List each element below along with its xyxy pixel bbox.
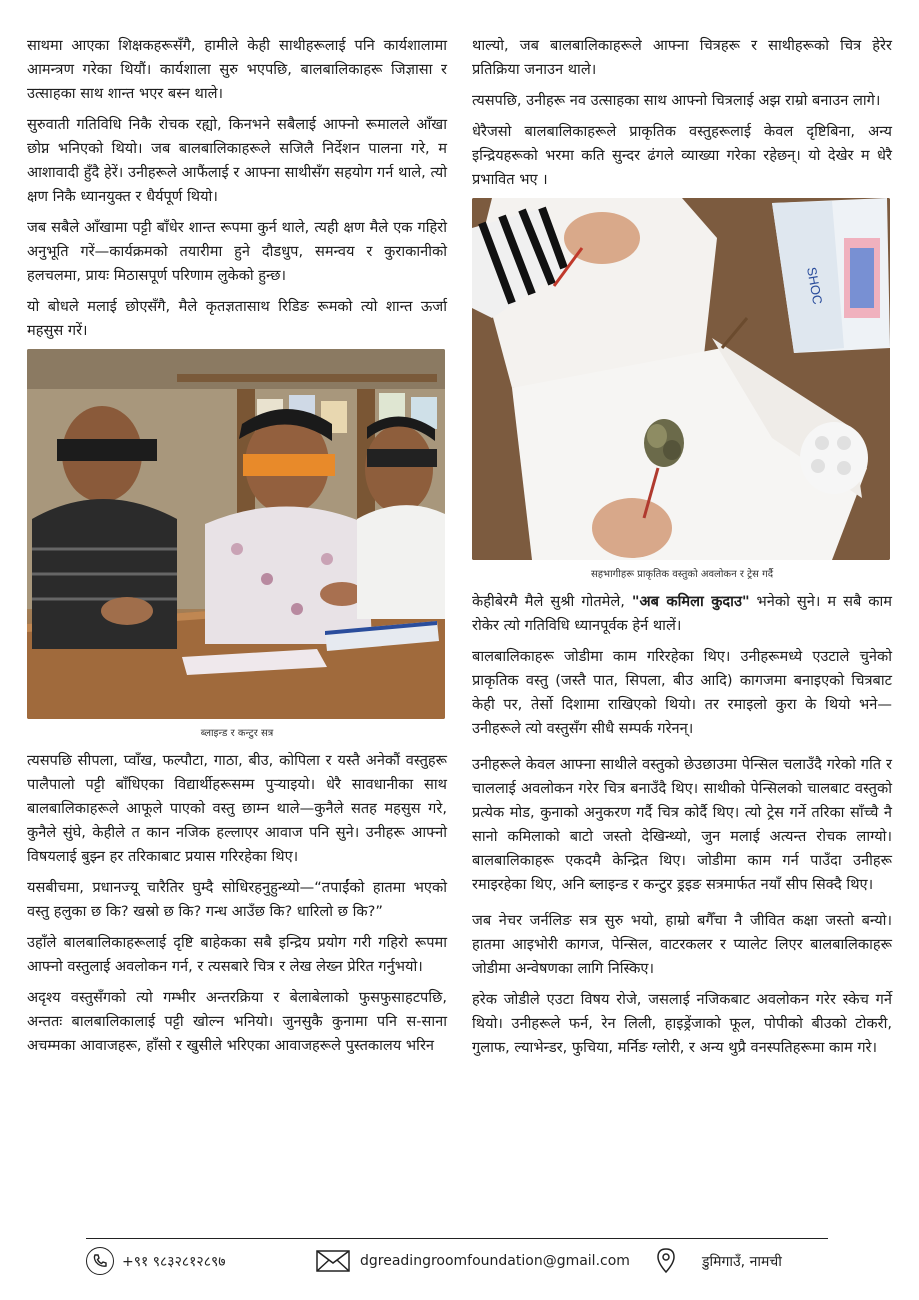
left-paragraph-4: यो बोधले मलाई छोएसँगै, मैले कृतज्ञतासाथ रिडिङ रूमको त्यो शान्त ऊर्जा महसुस गरें।	[27, 298, 447, 339]
paragraph-4-lead: केहीबेरमै मैले सुश्री गोतमेले,	[472, 593, 632, 610]
footer-location	[656, 1248, 782, 1274]
right-paragraph-4	[472, 590, 892, 638]
right-paragraph-8: हरेक जोडीले एउटा विषय रोजे, जसलाई नजिकबाट अवलोकन गरेर स्केच गर्ने थियो। उनीहरूले फर्न, रेन लिली, हाइड्रेंजाको फूल, पोपीको बीउको टोकरी, गुलाफ, ल्याभेन्डर, फुचिया, मर्निङ ग्लोरी, र अन्य थुप्रै वनस्पतिहरूमा काम गरे।	[472, 991, 892, 1056]
right-paragraph-7: जब नेचर जर्नलिङ सत्र सुरु भयो, हाम्रो बगैँचा नै जीवित कक्षा जस्तो बन्यो। हातमा आइभोरी कागज, पेन्सिल, वाटरकलर र प्यालेट लिएर बालबालिकाहरू जोडीमा अन्वेषणका लागि निस्किए।	[472, 912, 892, 977]
right-paragraph-2: त्यसपछि, उनीहरू नव उत्साहका साथ आफ्नो चित्रलाई अझ राम्रो बनाउन लागे।	[472, 92, 881, 109]
right-paragraph-5: बालबालिकाहरू जोडीमा काम गरिरहेका थिए। उनीहरूमध्ये एउटाले चुनेको प्राकृतिक वस्तु (जस्तै पात, सिपला, बीउ आदि) कागजमा बनाइएको चित्रबाट केही पर, तेर्सो दिशामा राखिएको थियो। तर रमाइलो कुरा के थियो भने—उनीहरूले त्यो वस्तुसँग सीधै सम्पर्क गरेनन्।	[472, 648, 892, 737]
mail-icon	[316, 1250, 350, 1272]
paint-box-label: SHOC	[804, 265, 826, 306]
quote-ab-kamila-kudau: "अब कमिला कुदाउ"	[631, 593, 750, 610]
location-pin-icon	[656, 1248, 676, 1274]
phone-icon	[86, 1247, 114, 1275]
phone-number: +९१ ९८३२८१२८९७	[122, 1253, 226, 1270]
left-paragraph-2: सुरुवाती गतिविधि निकै रोचक रह्यो, किनभने सबैलाई आफ्नो रूमालले आँखा छोप्न भनिएको थियो। जब बालबालिकाहरूले सजिलै निर्देशन पालना गरे, म आशावादी हुँदै हेरें। उनीहरूले आफैंलाई र आफ्ना साथीसँग सहयोग गर्न थाले, त्यो क्षण निकै ध्यानयुक्त र धैर्यपूर्ण थियो।	[27, 116, 447, 205]
footer	[86, 1244, 828, 1278]
right-photo-caption: सहभागीहरू प्राकृतिक वस्तुको अवलोकन र ट्रेस गर्दै	[590, 569, 774, 580]
left-paragraph-3: जब सबैले आँखामा पट्टी बाँधेर शान्त रूपमा कुर्न थाले, त्यही क्षण मैले एक गहिरो अनुभूति गरें—कार्यक्रमको तयारीमा हुने दौडधुप, समन्वय र कुराकानीको हलचलमा, प्रायः मिठासपूर्ण परिणाम लुकेको हुन्छ।	[27, 219, 447, 284]
left-column	[27, 34, 447, 1065]
footer-email	[316, 1250, 656, 1272]
photo-illustration	[472, 198, 890, 560]
blind-contour-session-photo	[27, 349, 445, 719]
paragraph-4-tail: भनेको सुने। म सबै काम रोकेर त्यो गतिविधि ध्यानपूर्वक हेर्न थालें।	[472, 593, 892, 634]
nature-tracing-photo	[472, 198, 890, 560]
footer-phone	[86, 1247, 316, 1275]
location-text: डुमिगाउँ, नामची	[702, 1253, 782, 1270]
left-paragraph-5: त्यसपछि सीपला, प्वाँख, फल्पौटा, गाठा, बीउ, कोपिला र यस्तै अनेकौं वस्तुहरू पालैपालो पट्टी बाँधिएका विद्यार्थीहरूसम्म पुऱ्याइयो। धेरै सावधानीका साथ बालबालिकाहरूले आफूले पाएको वस्तु छाम्न थाले—कुनैले सतह महसुस गरे, कुनैले सुंघे, केहीले त कान नजिक हल्लाएर आवाज पनि सुने। उनीहरू आफ्नो विषयलाई बुझ्न हर तरिकाबाट प्रयास गरिरहेका थिए।	[27, 752, 447, 865]
email-address[interactable]: dgreadingroomfoundation@gmail.com	[360, 1253, 630, 1269]
left-paragraph-1: साथमा आएका शिक्षकहरूसँगै, हामीले केही साथीहरूलाई पनि कार्यशालामा आमन्त्रण गरेका थियौं। कार्यशाला सुरु भएपछि, बालबालिकाहरू जिज्ञासा र उत्साहका साथ शान्त भएर बस्न थाले।	[27, 37, 447, 102]
right-paragraph-6: उनीहरूले केवल आफ्ना साथीले वस्तुको छेउछाउमा पेन्सिल चलाउँदै गरेको गति र चाललाई अवलोकन गरेर चित्र बनाउँदै थिए। साथीको पेन्सिलको चालबाट वस्तुको प्रत्येक मोड, कुनाको अनुकरण गर्दै चित्र कोर्दै थिए। त्यो ट्रेस गर्ने तरिका साँच्चै नै सानो कमिलाको बाटो जस्तो देखिन्थ्यो, जुन मलाई अत्यन्त रोचक लाग्यो। बालबालिकाहरू एकदमै केन्द्रित थिए। जोडीमा काम गर्न पाउँदा उनीहरू रमाइरहेका थिए, अनि ब्लाइन्ड र कन्टुर ड्रइङ सत्रमार्फत नयाँ सीप सिक्दै थिए।	[472, 756, 892, 893]
right-column	[472, 34, 892, 1067]
footer-divider	[86, 1238, 828, 1239]
left-paragraph-8: अदृश्य वस्तुसँगको त्यो गम्भीर अन्तरक्रिया र बेलाबेलाको फुसफुसाहटपछि, अन्ततः बालबालिकालाई पट्टी खोल्न भनियो। जुनसुकै कुनामा पनि स-साना अचम्मका आवाजहरू, हाँसो र खुसीले भरिएका आवाजहरूले पुस्तकालय भरिन	[27, 989, 447, 1054]
right-paragraph-1: थाल्यो, जब बालबालिकाहरूले आफ्ना चित्रहरू र साथीहरूको चित्र हेरेर प्रतिक्रिया जनाउन थाले।	[472, 37, 892, 78]
right-paragraph-3: धेरैजसो बालबालिकाहरूले प्राकृतिक वस्तुहरूलाई केवल दृष्टिबिना, अन्य इन्द्रियहरूको भरमा कति सुन्दर ढंगले व्याख्या गरेका रहेछन्। यो देखेर म धेरै प्रभावित भए ।	[472, 123, 892, 188]
left-paragraph-6: यसबीचमा, प्रधानज्यू चारैतिर घुम्दै सोधिरहनुहुन्थ्यो—“तपाईंको हातमा भएको वस्तु हलुका छ कि? खस्रो छ कि? गन्ध आउँछ कि? धारिलो छ कि?”	[27, 879, 447, 920]
left-photo-caption: ब्लाइन्ड र कन्टुर सत्र	[200, 728, 274, 739]
photo-illustration	[27, 349, 445, 719]
left-paragraph-7: उहाँले बालबालिकाहरूलाई दृष्टि बाहेकका सबै इन्द्रिय प्रयोग गरी गहिरो रूपमा आफ्नो वस्तुलाई अवलोकन गर्न, र त्यसबारे चित्र र लेख लेख्न प्रेरित गर्नुभयो।	[27, 934, 447, 975]
